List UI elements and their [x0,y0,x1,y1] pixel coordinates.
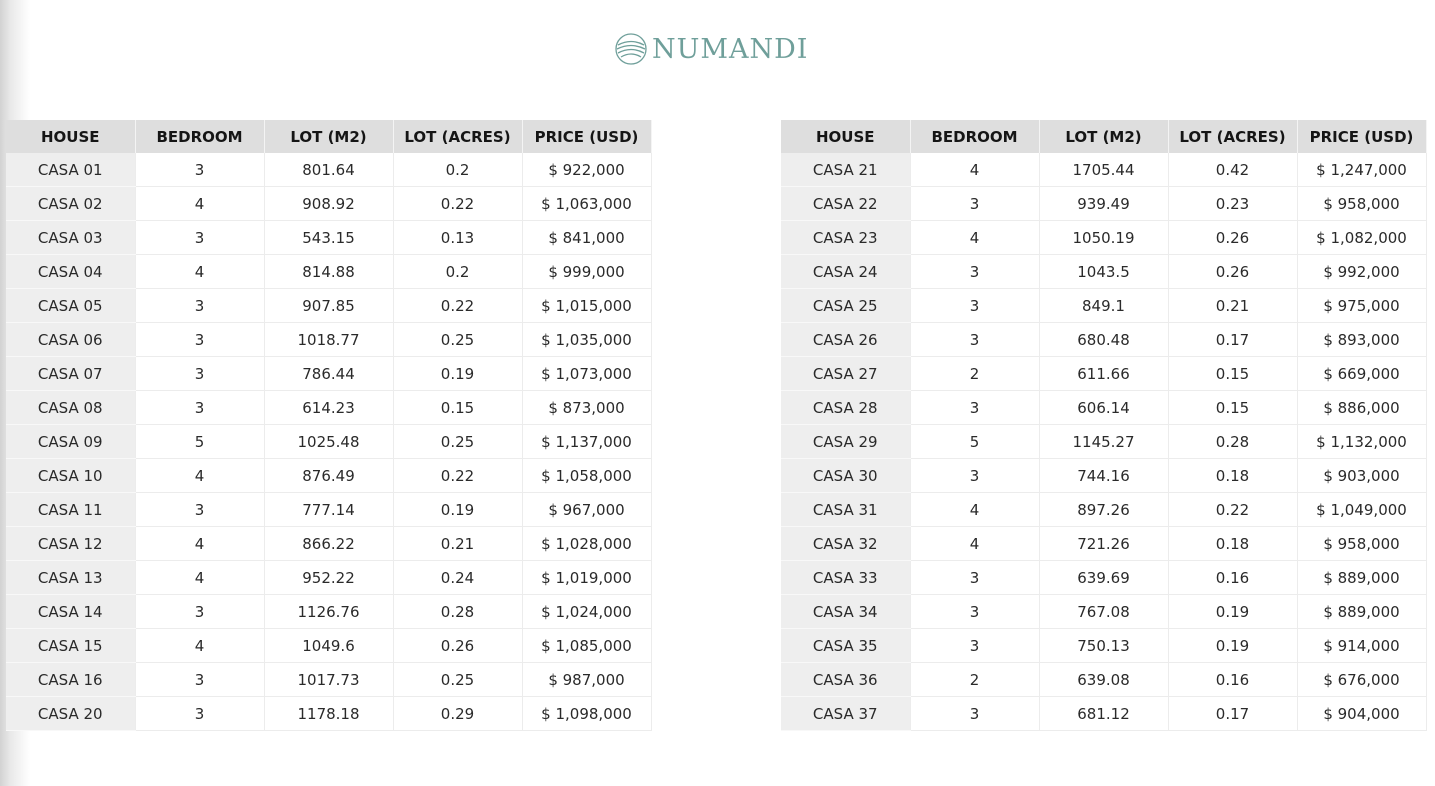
house-cell: CASA 26 [781,323,910,357]
house-cell: CASA 34 [781,595,910,629]
house-cell: CASA 16 [6,663,135,697]
lot-m2-cell: 744.16 [1039,459,1168,493]
table-row [781,357,1426,391]
price-cell: $ 886,000 [1297,391,1426,425]
house-cell: CASA 08 [6,391,135,425]
lot-m2-cell: 1018.77 [264,323,393,357]
house-cell: CASA 22 [781,187,910,221]
bedroom-cell: 3 [135,595,264,629]
house-cell: CASA 05 [6,289,135,323]
table-row [6,595,651,629]
table-row [781,663,1426,697]
price-cell: $ 922,000 [522,153,651,187]
price-cell: $ 1,073,000 [522,357,651,391]
bedroom-cell: 4 [910,493,1039,527]
bedroom-cell: 3 [910,391,1039,425]
price-cell: $ 1,137,000 [522,425,651,459]
lot-acres-cell: 0.25 [393,323,522,357]
table-row [781,629,1426,663]
price-cell: $ 958,000 [1297,527,1426,561]
lot-m2-cell: 1145.27 [1039,425,1168,459]
column-header-bedroom: BEDROOM [910,120,1039,153]
house-cell: CASA 06 [6,323,135,357]
price-cell: $ 975,000 [1297,289,1426,323]
house-cell: CASA 27 [781,357,910,391]
lot-m2-cell: 680.48 [1039,323,1168,357]
header-row [781,120,1426,153]
price-cell: $ 1,058,000 [522,459,651,493]
lot-m2-cell: 767.08 [1039,595,1168,629]
lot-acres-cell: 0.2 [393,153,522,187]
lot-m2-cell: 1050.19 [1039,221,1168,255]
house-cell: CASA 09 [6,425,135,459]
table-row [781,459,1426,493]
house-cell: CASA 10 [6,459,135,493]
lot-acres-cell: 0.28 [1168,425,1297,459]
lot-acres-cell: 0.13 [393,221,522,255]
price-cell: $ 841,000 [522,221,651,255]
table-row [781,425,1426,459]
price-cell: $ 669,000 [1297,357,1426,391]
lot-m2-cell: 786.44 [264,357,393,391]
column-header-lot-m2: LOT (M2) [1039,120,1168,153]
lot-m2-cell: 801.64 [264,153,393,187]
price-cell: $ 1,098,000 [522,697,651,731]
lot-m2-cell: 721.26 [1039,527,1168,561]
bedroom-cell: 3 [910,595,1039,629]
lot-acres-cell: 0.22 [393,289,522,323]
lot-m2-cell: 1178.18 [264,697,393,731]
house-cell: CASA 15 [6,629,135,663]
lot-acres-cell: 0.19 [1168,595,1297,629]
lot-acres-cell: 0.19 [393,357,522,391]
price-cell: $ 1,085,000 [522,629,651,663]
lot-m2-cell: 606.14 [1039,391,1168,425]
lot-m2-cell: 876.49 [264,459,393,493]
lot-m2-cell: 908.92 [264,187,393,221]
table-row [781,289,1426,323]
lot-acres-cell: 0.17 [1168,697,1297,731]
bedroom-cell: 3 [135,391,264,425]
lot-acres-cell: 0.16 [1168,561,1297,595]
bedroom-cell: 4 [135,459,264,493]
price-cell: $ 1,035,000 [522,323,651,357]
bedroom-cell: 3 [910,459,1039,493]
price-cell: $ 1,015,000 [522,289,651,323]
table-row [6,323,651,357]
table-row [781,255,1426,289]
house-cell: CASA 37 [781,697,910,731]
lot-m2-cell: 543.15 [264,221,393,255]
table-row [6,493,651,527]
lot-m2-cell: 1017.73 [264,663,393,697]
house-cell: CASA 21 [781,153,910,187]
lot-m2-cell: 1705.44 [1039,153,1168,187]
house-cell: CASA 02 [6,187,135,221]
bedroom-cell: 3 [135,493,264,527]
table-row [6,459,651,493]
price-cell: $ 1,063,000 [522,187,651,221]
table-row [781,323,1426,357]
lot-m2-cell: 849.1 [1039,289,1168,323]
bedroom-cell: 3 [135,153,264,187]
lot-acres-cell: 0.22 [1168,493,1297,527]
house-cell: CASA 35 [781,629,910,663]
lot-acres-cell: 0.26 [1168,221,1297,255]
bedroom-cell: 3 [910,629,1039,663]
table-row [6,255,651,289]
price-table-right [781,120,1427,731]
lot-acres-cell: 0.21 [1168,289,1297,323]
lot-acres-cell: 0.19 [393,493,522,527]
price-cell: $ 992,000 [1297,255,1426,289]
bedroom-cell: 5 [135,425,264,459]
table-row [6,527,651,561]
lot-acres-cell: 0.26 [393,629,522,663]
bedroom-cell: 3 [910,697,1039,731]
column-header-lot-m2: LOT (M2) [264,120,393,153]
table-row [6,289,651,323]
house-cell: CASA 30 [781,459,910,493]
table-row [781,595,1426,629]
house-cell: CASA 25 [781,289,910,323]
bedroom-cell: 4 [910,153,1039,187]
bedroom-cell: 3 [910,255,1039,289]
house-cell: CASA 29 [781,425,910,459]
lot-acres-cell: 0.15 [1168,357,1297,391]
price-cell: $ 967,000 [522,493,651,527]
price-cell: $ 1,247,000 [1297,153,1426,187]
price-cell: $ 889,000 [1297,595,1426,629]
house-cell: CASA 11 [6,493,135,527]
lot-m2-cell: 614.23 [264,391,393,425]
lot-m2-cell: 681.12 [1039,697,1168,731]
bedroom-cell: 3 [135,663,264,697]
price-cell: $ 1,024,000 [522,595,651,629]
house-cell: CASA 31 [781,493,910,527]
table-row [6,187,651,221]
table-row [781,187,1426,221]
lot-m2-cell: 939.49 [1039,187,1168,221]
table-row [781,153,1426,187]
lot-acres-cell: 0.25 [393,425,522,459]
lot-acres-cell: 0.29 [393,697,522,731]
table-row [6,697,651,731]
lot-acres-cell: 0.23 [1168,187,1297,221]
lot-m2-cell: 1126.76 [264,595,393,629]
bedroom-cell: 4 [135,561,264,595]
lot-acres-cell: 0.26 [1168,255,1297,289]
bedroom-cell: 3 [910,561,1039,595]
house-cell: CASA 04 [6,255,135,289]
bedroom-cell: 3 [135,221,264,255]
table-row [6,425,651,459]
logo-text: NUMANDI [652,33,809,65]
price-cell: $ 914,000 [1297,629,1426,663]
lot-acres-cell: 0.15 [1168,391,1297,425]
house-cell: CASA 28 [781,391,910,425]
lot-acres-cell: 0.28 [393,595,522,629]
table-row [781,493,1426,527]
lot-acres-cell: 0.19 [1168,629,1297,663]
house-cell: CASA 14 [6,595,135,629]
house-cell: CASA 24 [781,255,910,289]
bedroom-cell: 4 [910,527,1039,561]
lot-m2-cell: 639.69 [1039,561,1168,595]
bedroom-cell: 4 [135,187,264,221]
lot-m2-cell: 1049.6 [264,629,393,663]
column-header-bedroom: BEDROOM [135,120,264,153]
lot-acres-cell: 0.2 [393,255,522,289]
price-cell: $ 1,082,000 [1297,221,1426,255]
table-row [6,663,651,697]
bedroom-cell: 3 [135,697,264,731]
bedroom-cell: 3 [135,323,264,357]
house-cell: CASA 12 [6,527,135,561]
house-cell: CASA 07 [6,357,135,391]
lot-acres-cell: 0.25 [393,663,522,697]
price-cell: $ 1,028,000 [522,527,651,561]
lot-m2-cell: 907.85 [264,289,393,323]
table-row [6,561,651,595]
house-cell: CASA 32 [781,527,910,561]
price-cell: $ 889,000 [1297,561,1426,595]
price-cell: $ 873,000 [522,391,651,425]
lot-m2-cell: 814.88 [264,255,393,289]
bedroom-cell: 2 [910,357,1039,391]
bedroom-cell: 4 [135,527,264,561]
lot-m2-cell: 1025.48 [264,425,393,459]
column-header-lot-acres: LOT (ACRES) [393,120,522,153]
house-cell: CASA 23 [781,221,910,255]
bedroom-cell: 2 [910,663,1039,697]
price-cell: $ 893,000 [1297,323,1426,357]
lot-m2-cell: 639.08 [1039,663,1168,697]
price-cell: $ 904,000 [1297,697,1426,731]
bedroom-cell: 3 [910,289,1039,323]
lot-acres-cell: 0.42 [1168,153,1297,187]
price-cell: $ 1,132,000 [1297,425,1426,459]
table-row [6,391,651,425]
table-row [781,221,1426,255]
lot-acres-cell: 0.18 [1168,527,1297,561]
table-row [6,153,651,187]
lot-m2-cell: 750.13 [1039,629,1168,663]
bedroom-cell: 3 [910,323,1039,357]
lot-acres-cell: 0.18 [1168,459,1297,493]
lot-m2-cell: 611.66 [1039,357,1168,391]
price-cell: $ 999,000 [522,255,651,289]
table-row [781,527,1426,561]
bedroom-cell: 3 [135,289,264,323]
numandi-logo [614,30,808,68]
column-header-house: HOUSE [6,120,135,153]
table-row [6,221,651,255]
bedroom-cell: 3 [910,187,1039,221]
lot-acres-cell: 0.22 [393,459,522,493]
column-header-house: HOUSE [781,120,910,153]
lot-m2-cell: 952.22 [264,561,393,595]
table-row [781,697,1426,731]
lot-acres-cell: 0.24 [393,561,522,595]
bedroom-cell: 5 [910,425,1039,459]
lot-acres-cell: 0.15 [393,391,522,425]
house-cell: CASA 33 [781,561,910,595]
price-cell: $ 987,000 [522,663,651,697]
price-cell: $ 903,000 [1297,459,1426,493]
lot-acres-cell: 0.22 [393,187,522,221]
house-cell: CASA 03 [6,221,135,255]
column-header-price: PRICE (USD) [522,120,651,153]
price-cell: $ 676,000 [1297,663,1426,697]
table-row [781,561,1426,595]
column-header-lot-acres: LOT (ACRES) [1168,120,1297,153]
bedroom-cell: 4 [135,255,264,289]
bedroom-cell: 3 [135,357,264,391]
price-cell: $ 958,000 [1297,187,1426,221]
lot-acres-cell: 0.21 [393,527,522,561]
table-row [6,629,651,663]
price-cell: $ 1,049,000 [1297,493,1426,527]
lot-m2-cell: 897.26 [1039,493,1168,527]
lot-m2-cell: 866.22 [264,527,393,561]
table-row [6,357,651,391]
lot-m2-cell: 777.14 [264,493,393,527]
lot-acres-cell: 0.16 [1168,663,1297,697]
column-header-price: PRICE (USD) [1297,120,1426,153]
header-row [6,120,651,153]
house-cell: CASA 20 [6,697,135,731]
bedroom-cell: 4 [135,629,264,663]
table-row [781,391,1426,425]
bedroom-cell: 4 [910,221,1039,255]
price-table-left [6,120,652,731]
price-cell: $ 1,019,000 [522,561,651,595]
house-cell: CASA 13 [6,561,135,595]
lot-m2-cell: 1043.5 [1039,255,1168,289]
lot-acres-cell: 0.17 [1168,323,1297,357]
house-cell: CASA 01 [6,153,135,187]
shell-swirl-icon [614,32,648,66]
house-cell: CASA 36 [781,663,910,697]
